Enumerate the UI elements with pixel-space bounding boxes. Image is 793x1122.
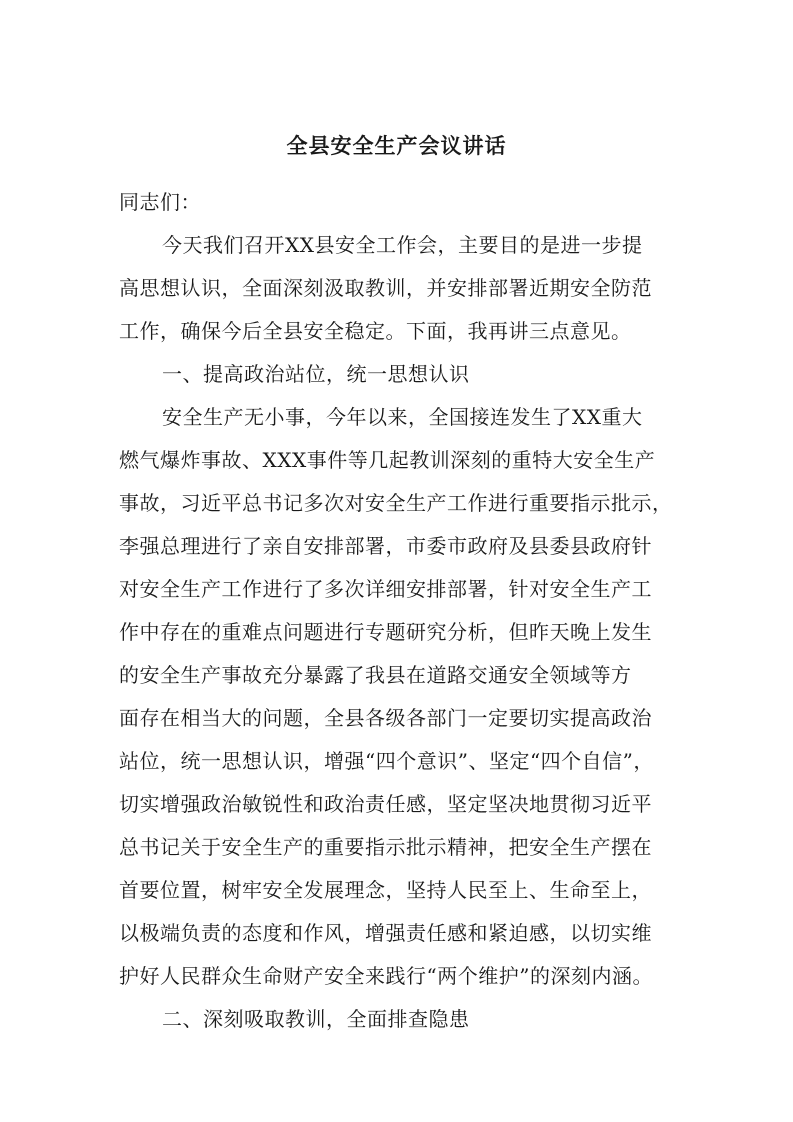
paragraph-line: 今天我们召开XX县安全工作会，主要目的是进一步提 (162, 233, 643, 257)
paragraph-line: 作中存在的重难点问题进行专题研究分析，但昨天晚上发生 (119, 620, 652, 644)
document-title: 全县安全生产会议讲话 (286, 133, 507, 158)
paragraph-line: 护好人民群众生命财产安全来践行“两个维护”的深刻内涵。 (119, 964, 653, 988)
paragraph-line: 切实增强政治敏锐性和政治责任感，坚定坚决地贯彻习近平 (119, 792, 652, 816)
paragraph-line: 的安全生产事故充分暴露了我县在道路交通安全领域等方 (119, 663, 632, 687)
paragraph-line: 高思想认识，全面深刻汲取教训，并安排部署近期安全防范 (119, 276, 652, 300)
paragraph-line: 李强总理进行了亲自安排部署，市委市政府及县委县政府针 (119, 534, 652, 558)
paragraph-line: 站位，统一思想认识，增强“四个意识”、坚定“四个自信”， (119, 749, 654, 773)
paragraph-line: 事故，习近平总书记多次对安全生产工作进行重要指示批示， (119, 491, 673, 515)
paragraph-line: 首要位置，树牢安全发展理念，坚持人民至上、生命至上， (119, 878, 652, 902)
paragraph-line: 面存在相当大的问题，全县各级各部门一定要切实提高政治 (119, 706, 652, 730)
paragraph-line: 对安全生产工作进行了多次详细安排部署，针对安全生产工 (119, 577, 652, 601)
section-heading: 二、深刻吸取教训，全面排查隐患 (162, 1007, 470, 1031)
salutation: 同志们： (119, 190, 201, 214)
section-heading: 一、提高政治站位，统一思想认识 (162, 362, 470, 386)
paragraph-line: 以极端负责的态度和作风，增强责任感和紧迫感，以切实维 (119, 921, 652, 945)
paragraph-line: 安全生产无小事，今年以来，全国接连发生了XX重大 (162, 405, 643, 429)
paragraph-line: 总书记关于安全生产的重要指示批示精神，把安全生产摆在 (119, 835, 652, 859)
paragraph-line: 工作，确保今后全县安全稳定。下面，我再讲三点意见。 (119, 319, 632, 343)
paragraph-line: 燃气爆炸事故、XXX事件等几起教训深刻的重特大安全生产 (119, 448, 656, 472)
